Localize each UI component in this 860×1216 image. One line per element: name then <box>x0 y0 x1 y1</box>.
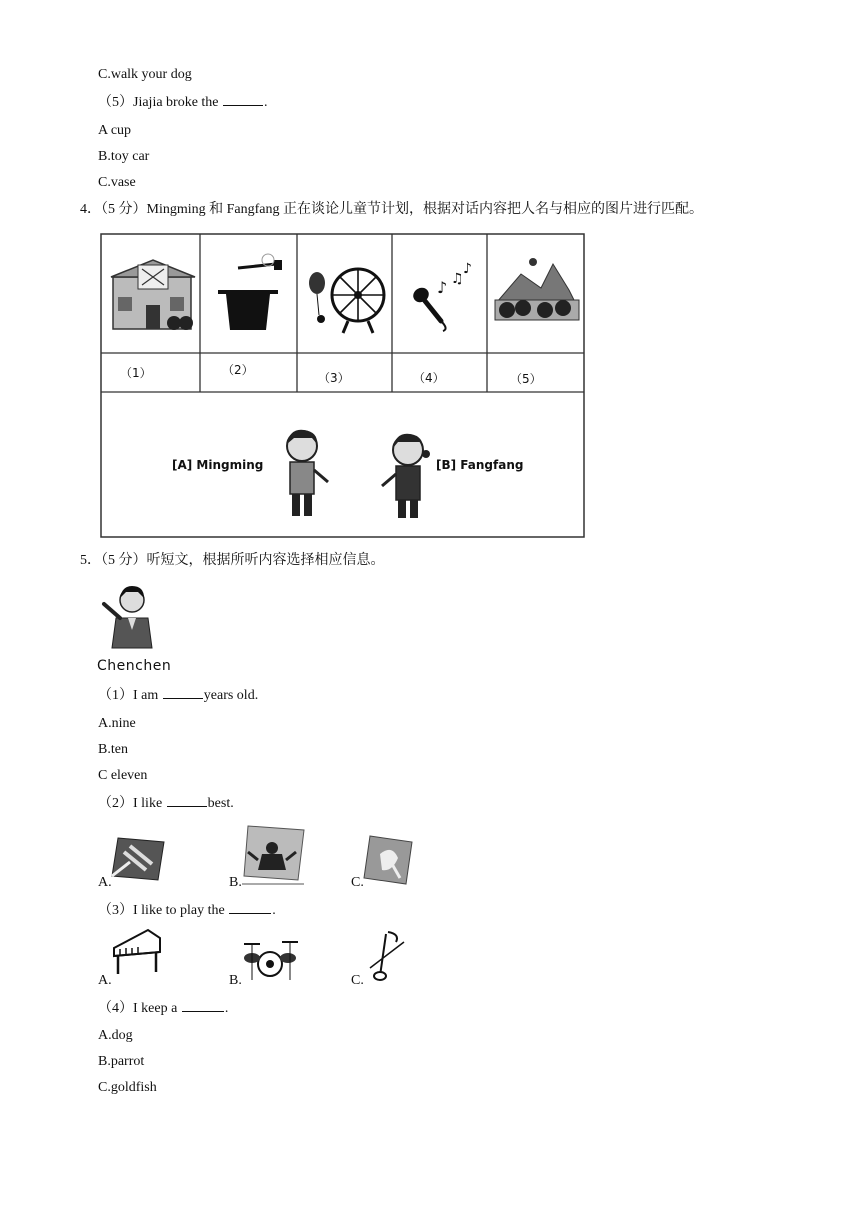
picture-label-3: （3） <box>318 371 350 385</box>
erhu-instrument-icon <box>366 928 410 984</box>
picture-label-1: （1） <box>120 366 152 380</box>
q5-sub4-option-c: C.goldfish <box>98 1080 157 1095</box>
q3-sub5-option-b: B.toy car <box>98 149 150 164</box>
q5-sub3-text-pre: I like to play the <box>133 903 229 918</box>
q3-sub5-text-pre: Jiajia broke the <box>133 95 223 110</box>
q5-sub3-question <box>98 901 276 920</box>
girl-fangfang-icon <box>376 430 436 530</box>
picture-label-2: （2） <box>222 363 254 377</box>
character-name-chenchen: Chenchen <box>97 658 172 674</box>
boy-mingming-icon <box>276 426 336 526</box>
dancing-picture-icon <box>242 824 308 886</box>
q3-sub5-text-post: . <box>264 95 268 110</box>
ferris-wheel-icon <box>303 257 393 337</box>
name-label-mingming: [A] Mingming <box>172 458 264 472</box>
q3-sub5-question <box>98 93 268 112</box>
q4-matching-figure <box>100 232 586 540</box>
picture-label-5: （5） <box>510 372 542 386</box>
q5-sub1-text-post: years old. <box>203 688 259 703</box>
q5-sub4-option-a: A.dog <box>98 1028 133 1043</box>
name-label-fangfang: [B] Fangfang <box>436 458 524 472</box>
q5-sub4-text-post: . <box>224 1001 229 1016</box>
q5-sub4-text-pre: I keep a <box>133 1001 181 1016</box>
q5-sub4-number: （4） <box>98 1001 133 1016</box>
microphone-icon <box>405 257 485 337</box>
q5-sub1-text-pre: I am <box>133 688 162 703</box>
bird-picture-icon <box>362 834 414 886</box>
q5-sub3-option-c: C. <box>351 973 364 988</box>
q5-sub3-text-post: . <box>272 903 276 918</box>
drum-set-icon <box>240 936 302 982</box>
q5-sub2-option-a: A. <box>98 875 112 890</box>
q5-sub1-option-c: C eleven <box>98 768 148 783</box>
q3-option-c: C.walk your dog <box>98 67 192 82</box>
q5-sub1-number: （1） <box>98 688 133 703</box>
q5-sub2-text-pre: I like <box>133 796 166 811</box>
q5-sub2-number: （2） <box>98 796 133 811</box>
q5-sub1-question <box>98 686 258 705</box>
answer-blank[interactable] <box>167 794 207 807</box>
svg-text:♪: ♪ <box>463 261 472 277</box>
piano-icon <box>110 926 164 976</box>
picture-label-4: （4） <box>413 371 445 385</box>
svg-text:♪: ♪ <box>437 278 448 297</box>
q3-sub5-number: （5） <box>98 95 133 110</box>
magic-hat-icon <box>208 250 288 330</box>
q5-sub2-option-c: C. <box>351 875 364 890</box>
answer-blank[interactable] <box>229 901 271 914</box>
answer-blank[interactable] <box>163 686 203 699</box>
q5-sub3-option-a: A. <box>98 973 112 988</box>
q5-sub2-option-b: B. <box>229 875 242 890</box>
cinema-building-icon <box>108 257 198 332</box>
q5-stem: 5．（5 分）听短文，根据所听内容选择相应信息。 <box>80 553 385 568</box>
q5-sub2-question <box>98 794 234 813</box>
answer-blank[interactable] <box>223 93 263 106</box>
q5-sub2-text-post: best. <box>207 796 234 811</box>
painting-picture-icon <box>110 834 166 884</box>
q5-sub4-option-b: B.parrot <box>98 1054 145 1069</box>
q5-sub1-option-b: B.ten <box>98 742 128 757</box>
q5-sub4-question <box>98 999 228 1018</box>
answer-blank[interactable] <box>182 999 224 1012</box>
q3-sub5-option-c: C.vase <box>98 175 136 190</box>
q5-sub3-option-b: B. <box>229 973 242 988</box>
svg-text:♫: ♫ <box>451 271 464 287</box>
q3-sub5-option-a: A cup <box>98 123 132 138</box>
chenchen-boy-icon <box>98 582 162 652</box>
q4-stem: 4．（5 分）Mingming 和 Fangfang 正在谈论儿童节计划，根据对话内容把人名与相应的图片进行匹配。 <box>80 202 703 217</box>
q5-sub1-option-a: A.nine <box>98 716 136 731</box>
q5-sub3-number: （3） <box>98 903 133 918</box>
concert-stage-icon <box>491 254 581 336</box>
